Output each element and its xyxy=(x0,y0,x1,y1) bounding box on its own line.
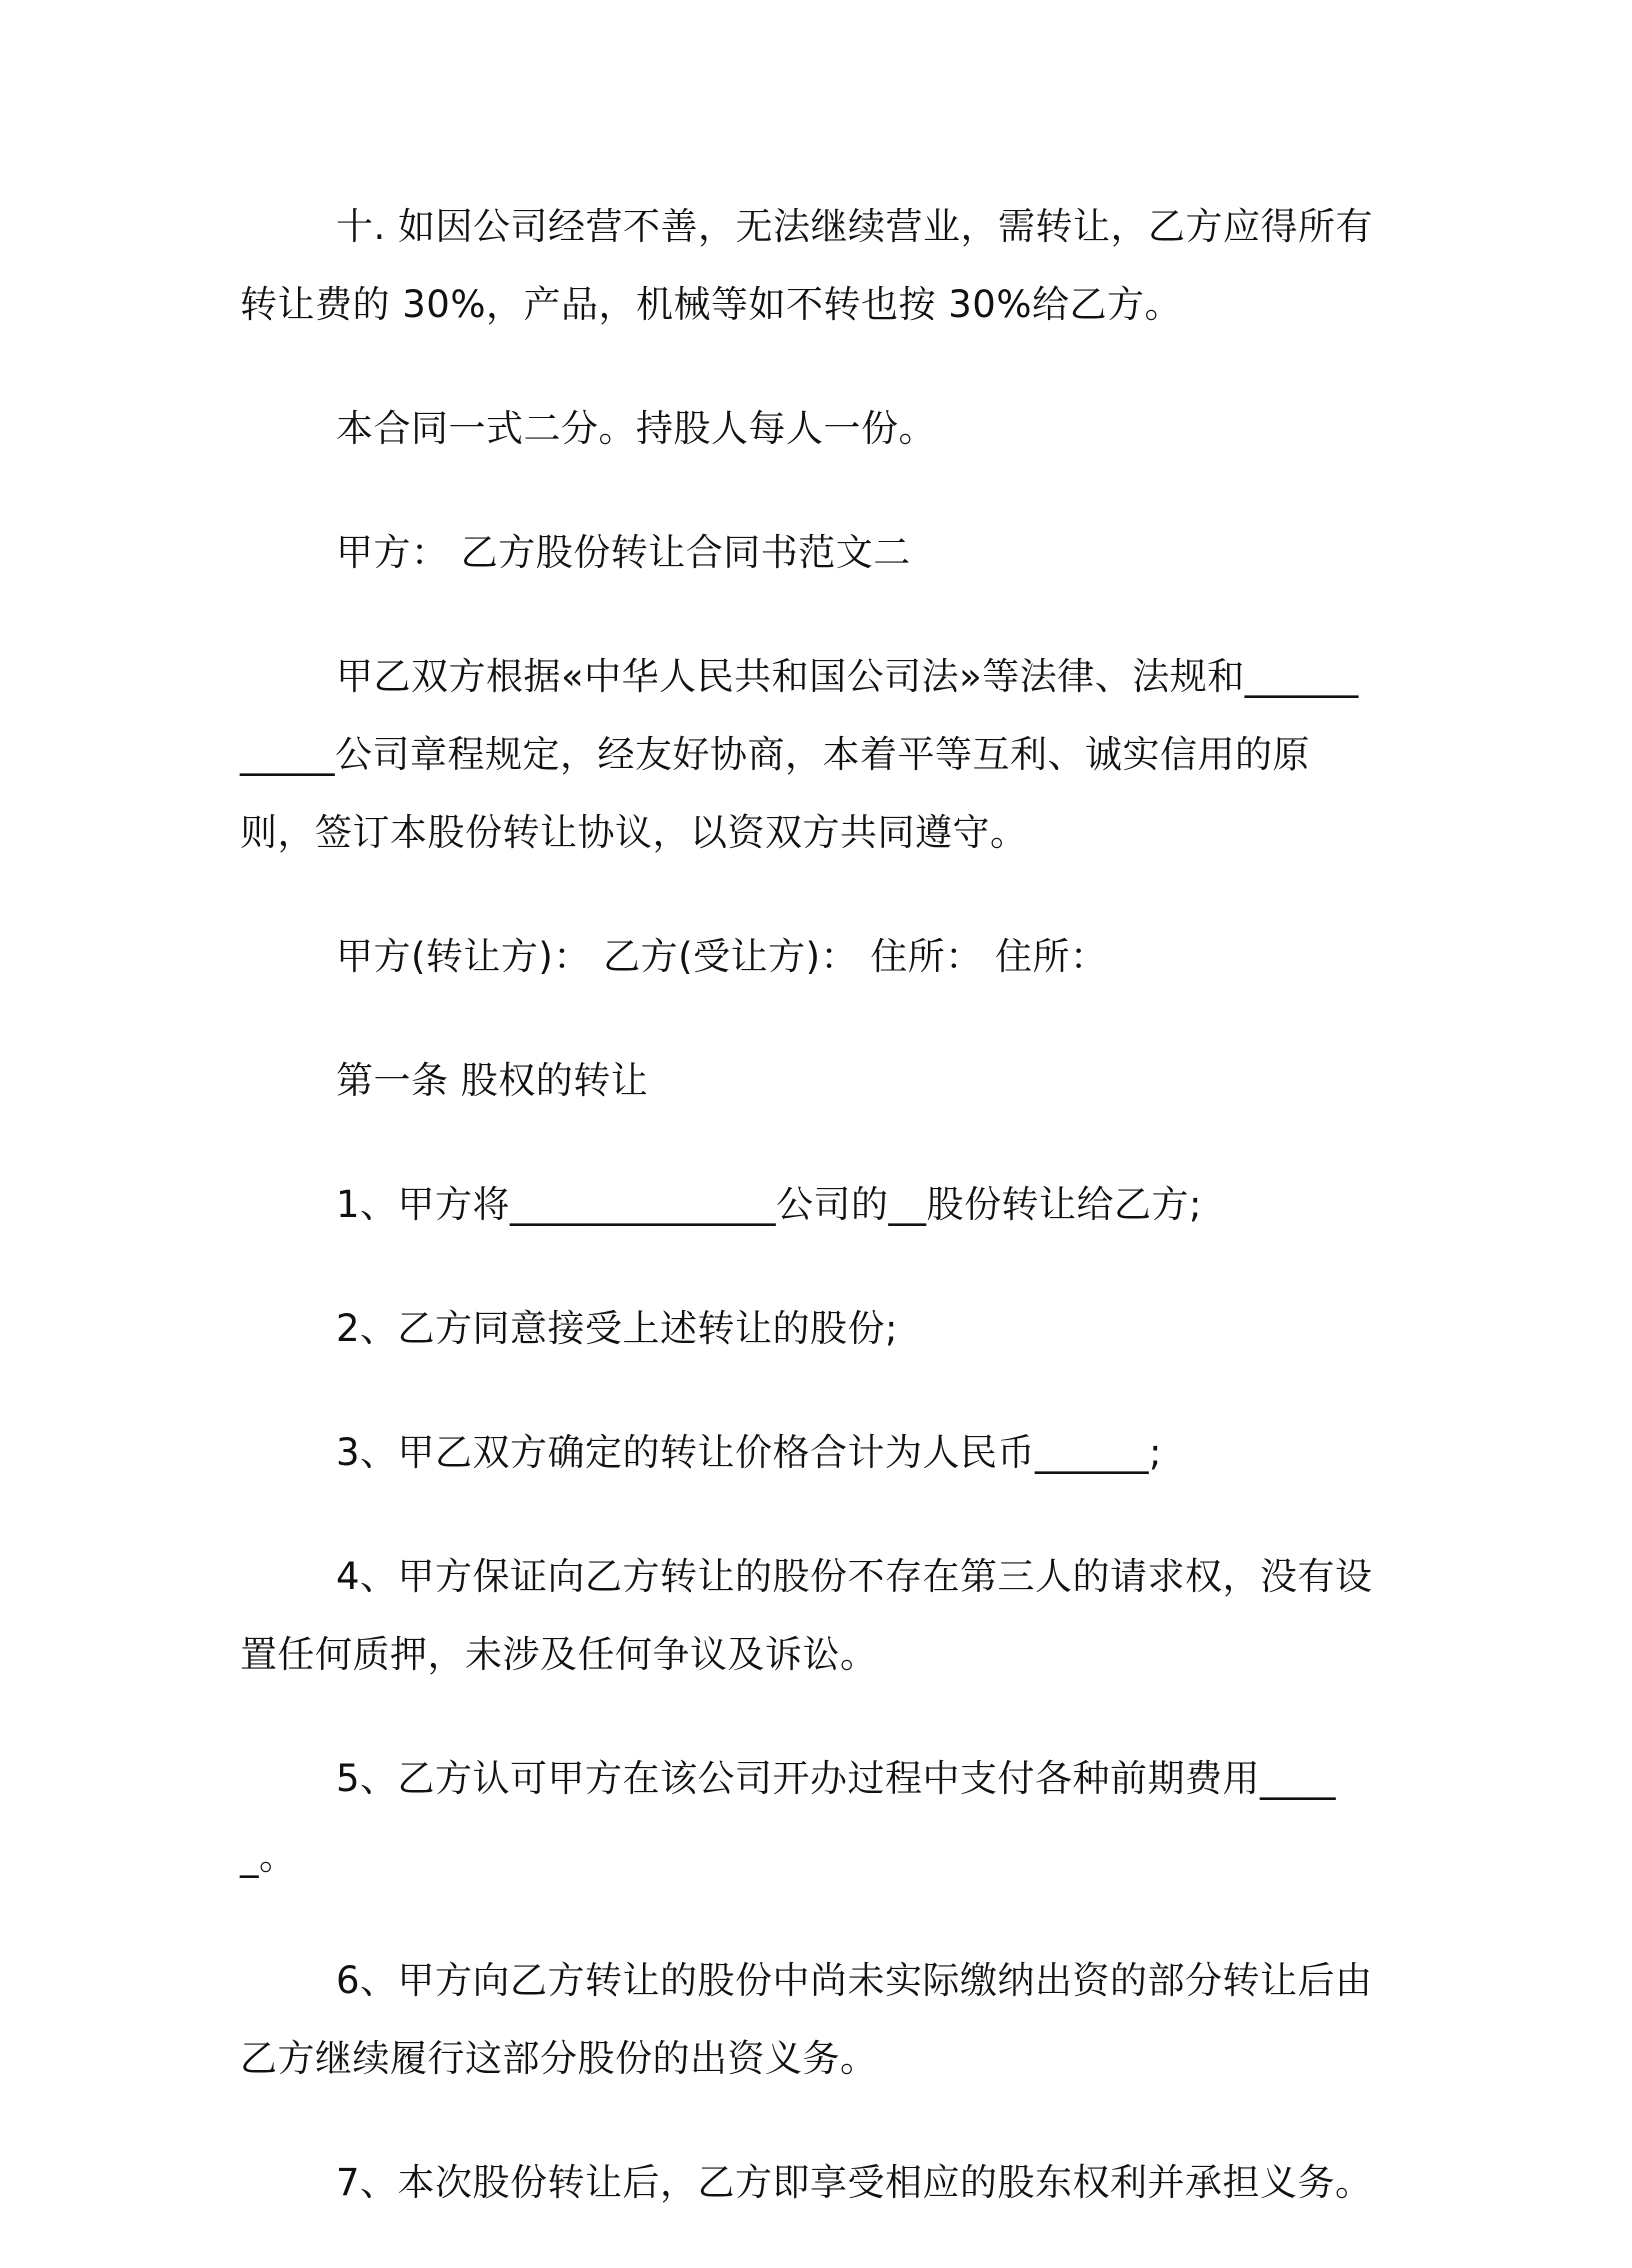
document-body xyxy=(240,188,1376,2268)
clause-1: 1、甲方将______________公司的__股份转让给乙方; xyxy=(336,1183,1203,1226)
clause-2: 2、乙方同意接受上述转让的股份; xyxy=(336,1307,899,1350)
clause-3: 3、甲乙双方确定的转让价格合计为人民币______; xyxy=(336,1431,1163,1474)
article-one-heading: 第一条 股权的转让 xyxy=(336,1059,649,1102)
clause-5: 5、乙方认可甲方在该公司开办过程中支付各种前期费用_____。 xyxy=(240,1757,1337,1878)
paragraph-copies: 本合同一式二分。持股人每人一份。 xyxy=(336,407,936,450)
clause-6: 6、甲方向乙方转让的股份中尚未实际缴纳出资的部分转让后由乙方继续履行这部分股份的出资义务。 xyxy=(240,1959,1373,2080)
paragraph-sample-two-title: 甲方： 乙方股份转让合同书范文二 xyxy=(336,531,911,574)
clause-4: 4、甲方保证向乙方转让的股份不存在第三人的请求权，没有设置任何质押，未涉及任何争议及诉讼。 xyxy=(240,1555,1373,1676)
paragraph-clause-ten: 十. 如因公司经营不善，无法继续营业，需转让，乙方应得所有转让费的 30%，产品，机械等如不转也按 30%给乙方。 xyxy=(240,205,1374,326)
paragraph-preamble: 甲乙双方根据«中华人民共和国公司法»等法律、法规和___________公司章程规定，经友好协商，本着平等互利、诚实信用的原则，签订本股份转让协议，以资双方共同遵守。 xyxy=(240,655,1359,854)
paragraph-parties: 甲方(转让方)： 乙方(受让方)： 住所： 住所： xyxy=(336,935,1108,978)
clause-7: 7、本次股份转让后，乙方即享受相应的股东权利并承担义务。 xyxy=(336,2161,1373,2204)
